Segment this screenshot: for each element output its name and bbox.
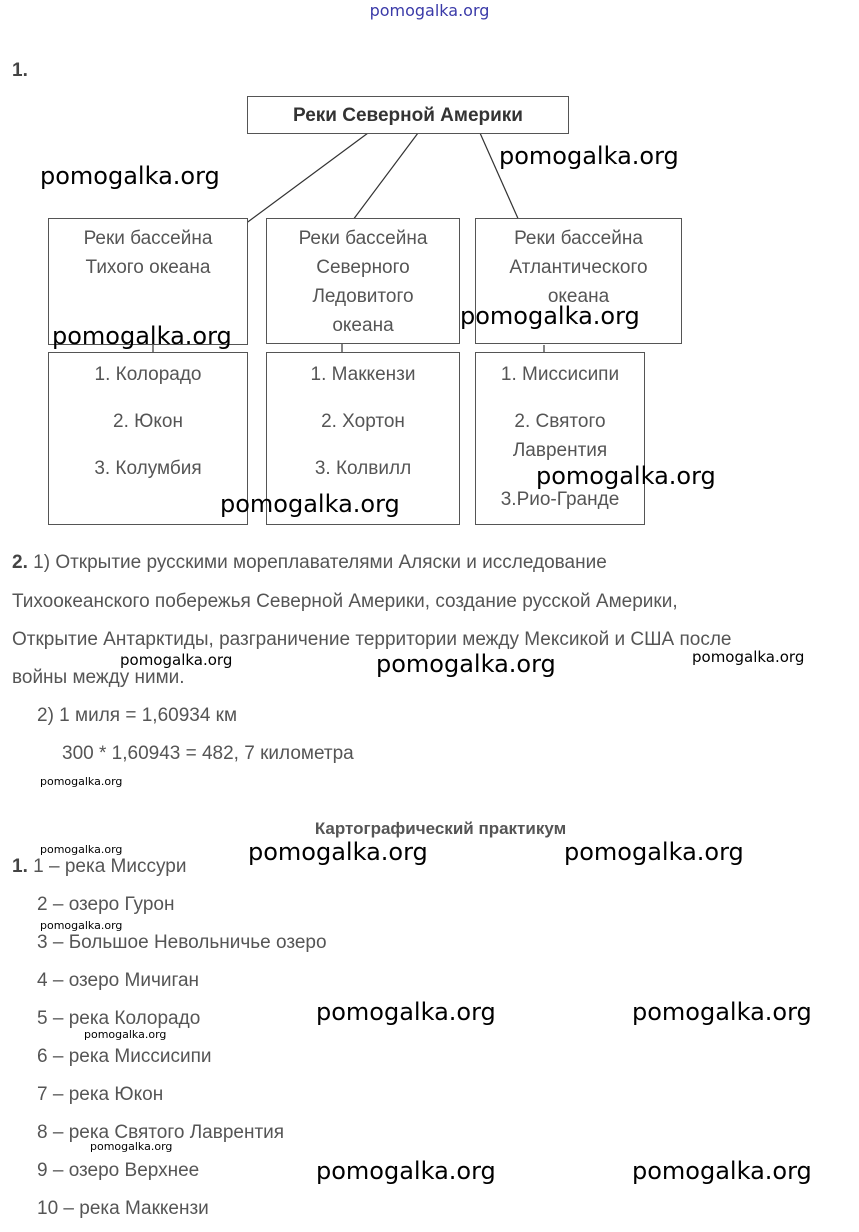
river-item: 1. Колорадо [94, 364, 202, 385]
basin-box-arctic [266, 218, 460, 344]
basin-label-line: Реки бассейна [298, 228, 428, 249]
river-item: 2. Юкон [113, 411, 183, 432]
practicum-item: 9 – озеро Верхнее [37, 1160, 200, 1181]
watermark: pomogalka.org [52, 322, 232, 350]
watermark: pomogalka.org [536, 462, 716, 490]
practicum-title: Картографический практикум [314, 819, 567, 838]
section2-line-1 [12, 552, 607, 574]
watermark: pomogalka.org [40, 919, 123, 932]
watermark: pomogalka.org [90, 1140, 173, 1153]
section2-line-2: Тихоокеанского побережья Северной Америки, создание русской Америки, [12, 591, 678, 612]
section2-line-4: войны между ними. [12, 667, 185, 688]
basin-label-line: океана [547, 286, 610, 307]
watermark: pomogalka.org [316, 998, 496, 1026]
river-item: 3. Колумбия [94, 458, 202, 479]
river-item: 2. Святого [514, 411, 606, 432]
river-item: 3.Рио-Гранде [500, 489, 620, 510]
watermark: pomogalka.org [248, 838, 428, 866]
practicum-item: 2 – озеро Гурон [37, 894, 175, 915]
diagram-root-label: Реки Северной Америки [293, 105, 523, 126]
river-item: 3. Колвилл [314, 458, 412, 479]
section2-text: 1) Открытие русскими мореплавателями Аляски и исследование [33, 552, 607, 573]
section2-number: 2. [12, 552, 28, 573]
section2-calc: 300 * 1,60943 = 482, 7 километра [62, 743, 354, 764]
watermark: pomogalka.org [632, 1157, 812, 1185]
practicum-number: 1. [12, 856, 28, 877]
practicum-item: 6 – река Миссисипи [37, 1046, 212, 1067]
section2-sub2: 2) 1 миля = 1,60934 км [37, 705, 238, 726]
watermark: pomogalka.org [316, 1157, 496, 1185]
practicum-item: 4 – озеро Мичиган [37, 970, 200, 991]
watermark: pomogalka.org [120, 651, 233, 669]
diagram-root-box [247, 96, 569, 134]
watermark: pomogalka.org [40, 775, 123, 788]
practicum-item: 1 – река Миссури [33, 856, 187, 877]
rivers-box-pacific [48, 352, 248, 525]
watermark: pomogalka.org [564, 838, 744, 866]
watermark: pomogalka.org [40, 162, 220, 190]
basin-label-line: океана [332, 315, 394, 336]
section1-number: 1. [12, 60, 28, 81]
watermark: pomogalka.org [40, 843, 123, 856]
basin-label-line: Тихого океана [85, 257, 211, 278]
section2-line-3: Открытие Антарктиды, разграничение территории между Мексикой и США после [12, 629, 732, 650]
watermark: pomogalka.org [692, 648, 805, 666]
watermark: pomogalka.org [220, 490, 400, 518]
river-item: Лаврентия [512, 440, 608, 461]
site-url-header[interactable]: pomogalka.org [369, 1, 490, 20]
basin-label-line: Ледовитого [312, 286, 414, 307]
practicum-item: 10 – река Маккензи [37, 1198, 209, 1219]
practicum-item-row [12, 856, 186, 878]
river-item: 1. Маккензи [310, 364, 416, 385]
watermark: pomogalka.org [376, 650, 556, 678]
watermark: pomogalka.org [84, 1028, 167, 1041]
rivers-box-atlantic [475, 352, 645, 525]
practicum-item: 3 – Большое Невольничье озеро [37, 932, 327, 953]
watermark: pomogalka.org [460, 302, 640, 330]
practicum-item: 7 – река Юкон [37, 1084, 164, 1105]
river-item: 1. Миссисипи [500, 364, 620, 385]
watermark: pomogalka.org [499, 142, 679, 170]
basin-label-line: Атлантического [509, 257, 648, 278]
watermark: pomogalka.org [632, 998, 812, 1026]
basin-label-line: Реки бассейна [83, 228, 213, 249]
river-item: 2. Хортон [321, 411, 405, 432]
practicum-item: 8 – река Святого Лаврентия [37, 1122, 285, 1143]
basin-label-line: Северного [316, 257, 410, 278]
basin-label-line: Реки бассейна [514, 228, 643, 249]
practicum-item: 5 – река Колорадо [37, 1008, 201, 1029]
